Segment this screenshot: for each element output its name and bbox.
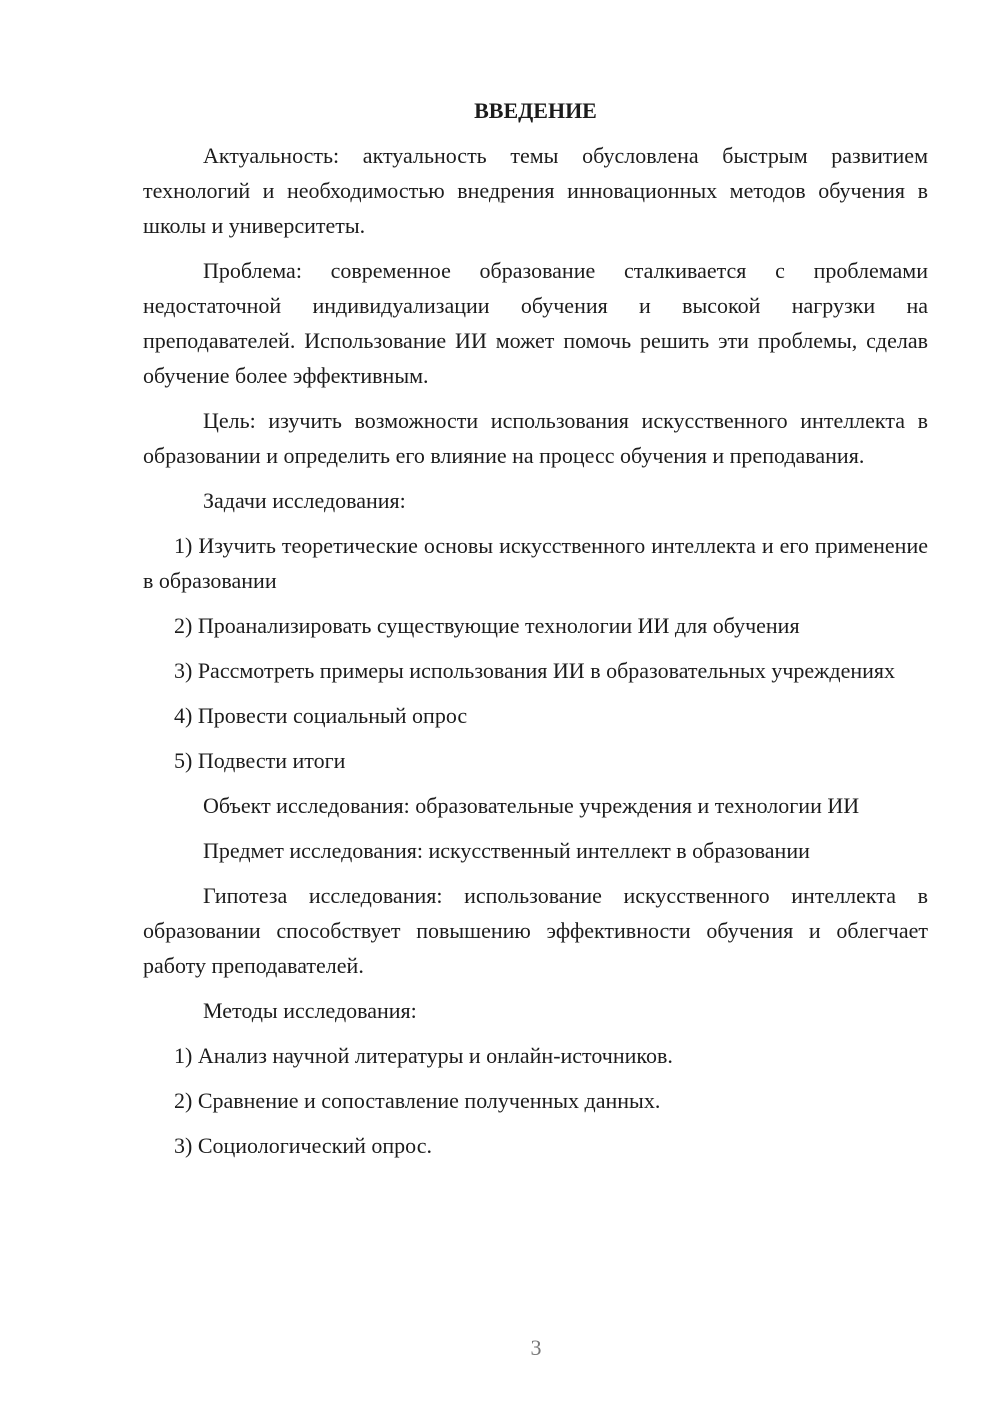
method-item: 1) Анализ научной литературы и онлайн-источников.: [174, 1043, 673, 1068]
method-item: 2) Сравнение и сопоставление полученных данных.: [174, 1088, 661, 1113]
subject-paragraph: Предмет исследования: искусственный интеллект в образовании: [203, 838, 810, 863]
page-number: 3: [530, 1335, 542, 1360]
page-content: [143, 93, 928, 1173]
task-item: 1) Изучить теоретические основы искусственного интеллекта и его применение в образовании: [143, 533, 928, 593]
page-title: ВВЕДЕНИЕ: [474, 98, 597, 123]
tasks-heading: Задачи исследования:: [203, 488, 406, 513]
hypothesis-paragraph: Гипотеза исследования: использование искусственного интеллекта в образовании способствует повышению эффективности обучения и облегчает работу преподавателей.: [143, 883, 928, 978]
object-paragraph: Объект исследования: образовательные учреждения и технологии ИИ: [203, 793, 860, 818]
relevance-paragraph: Актуальность: актуальность темы обусловлена быстрым развитием технологий и необходимостью внедрения инновационных методов обучения в школы и университеты.: [143, 143, 928, 238]
task-item: 2) Проанализировать существующие технологии ИИ для обучения: [174, 613, 800, 638]
task-item: 5) Подвести итоги: [174, 748, 346, 773]
problem-paragraph: Проблема: современное образование сталкивается с проблемами недостаточной индивидуализации обучения и высокой нагрузки на преподавателей. Использование ИИ может помочь решить эти проблемы, сделав обучение более эффективным.: [143, 258, 928, 388]
method-item: 3) Социологический опрос.: [174, 1133, 432, 1158]
task-item: 3) Рассмотреть примеры использования ИИ в образовательных учреждениях: [174, 658, 895, 683]
goal-paragraph: Цель: изучить возможности использования искусственного интеллекта в образовании и определить его влияние на процесс обучения и преподавания.: [143, 408, 928, 468]
methods-heading: Методы исследования:: [203, 998, 417, 1023]
task-item: 4) Провести социальный опрос: [174, 703, 468, 728]
